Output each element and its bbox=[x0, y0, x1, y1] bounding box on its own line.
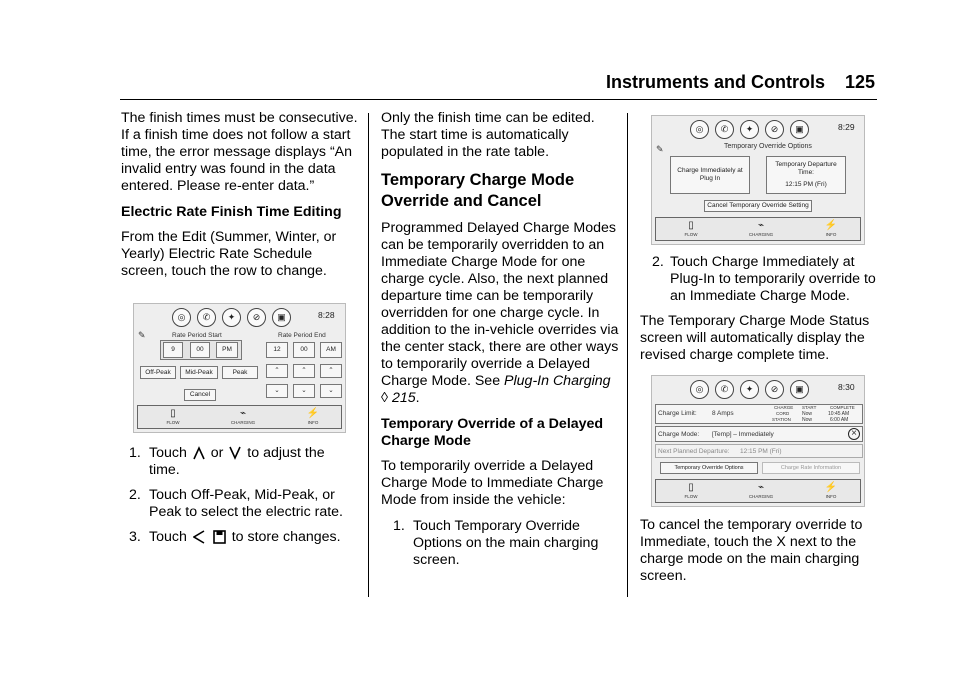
page-ref-icon: ◊ bbox=[381, 390, 389, 406]
section-title: Instruments and Controls bbox=[605, 72, 825, 92]
settings-icon: ⊘ bbox=[765, 120, 784, 139]
station-complete: 6:00 AM bbox=[830, 417, 849, 423]
finish-time-paragraph: Only the finish time can be edited. The start time is automatically populated in the rate table. bbox=[381, 110, 595, 160]
peak-button[interactable]: Peak bbox=[222, 366, 258, 379]
charging-icon: ⌁ bbox=[757, 482, 765, 493]
rate-period-start-label: Rate Period Start bbox=[172, 332, 222, 339]
charging-tab[interactable]: ⌁ CHARGING bbox=[226, 408, 260, 425]
screen-icon: ▣ bbox=[790, 380, 809, 399]
info-tab[interactable]: ⚡ INFO bbox=[814, 482, 848, 499]
save-icon bbox=[213, 530, 226, 544]
nav-icon: ✦ bbox=[740, 380, 759, 399]
charge-mode-value: [Temp] – Immediately bbox=[712, 431, 774, 438]
step-1: 1. Touch or to adjust the time. bbox=[129, 445, 325, 478]
settings-icon: ⊘ bbox=[765, 380, 784, 399]
cancel-paragraph: To cancel the temporary override to Immediate, touch the X next to the charge mode on the main charging screen. bbox=[640, 517, 863, 584]
screen2-clock: 8:29 bbox=[838, 122, 855, 132]
header-rule bbox=[120, 99, 877, 100]
info-tab[interactable]: ⚡ INFO bbox=[296, 408, 330, 425]
temp-override-subheading: Temporary Override of a Delayed Charge Mode bbox=[381, 416, 604, 449]
end-hour-down-icon[interactable]: ⌄ bbox=[266, 384, 288, 398]
info-tab[interactable]: ⚡ INFO bbox=[814, 220, 848, 237]
col-start-header: START bbox=[802, 405, 817, 410]
rate-period-end-label: Rate Period End bbox=[278, 332, 326, 339]
down-arrow-icon bbox=[229, 446, 241, 460]
screen3-bottom-bar bbox=[655, 479, 861, 503]
departure-label: Next Planned Departure: bbox=[658, 448, 730, 455]
screen-icon: ▣ bbox=[272, 308, 291, 327]
edit-icon: ✎ bbox=[138, 330, 146, 340]
charge-status-screen bbox=[651, 375, 865, 507]
start-ampm-field[interactable]: PM bbox=[216, 342, 238, 358]
departure-time-button[interactable]: Temporary Departure Time: 12:15 PM (Fri) bbox=[766, 156, 846, 194]
column-3-top bbox=[640, 254, 876, 373]
screen3-icon-row bbox=[690, 380, 809, 399]
temp-override-options-button[interactable]: Temporary Override Options bbox=[660, 462, 758, 474]
flow-tab[interactable]: ▯ FLOW bbox=[674, 220, 708, 237]
flow-icon: ▯ bbox=[688, 482, 694, 493]
end-hour-up-icon[interactable]: ⌃ bbox=[266, 364, 288, 378]
nav-icon: ✦ bbox=[740, 120, 759, 139]
flow-tab[interactable]: ▯ FLOW bbox=[674, 482, 708, 499]
col-charge-header: CHARGE bbox=[774, 405, 794, 410]
screen3-clock: 8:30 bbox=[838, 382, 855, 392]
override-step-1: 1. Touch Temporary Override Options on the main charging screen. bbox=[393, 518, 599, 568]
step-2: 2. Touch Off-Peak, Mid-Peak, or Peak to select the electric rate. bbox=[129, 487, 343, 520]
station-start: Now bbox=[802, 417, 813, 423]
info-icon: ⚡ bbox=[824, 482, 838, 493]
charging-tab[interactable]: ⌁ CHARGING bbox=[744, 220, 778, 237]
radio-icon: ◎ bbox=[690, 120, 709, 139]
edit-icon: ✎ bbox=[656, 144, 664, 154]
back-arrow-icon bbox=[193, 530, 205, 544]
nav-icon: ✦ bbox=[222, 308, 241, 327]
phone-icon: ✆ bbox=[197, 308, 216, 327]
charge-mode-label: Charge Mode: bbox=[658, 431, 700, 438]
column-divider-1 bbox=[368, 113, 369, 597]
override-options-screen bbox=[651, 115, 865, 245]
info-icon: ⚡ bbox=[306, 408, 320, 419]
flow-tab[interactable]: ▯ FLOW bbox=[156, 408, 190, 425]
screen-icon: ▣ bbox=[790, 120, 809, 139]
departure-value: 12:15 PM (Fri) bbox=[740, 448, 782, 455]
plug-in-charging-link[interactable]: Plug-In Charging bbox=[504, 373, 611, 389]
end-minute-down-icon[interactable]: ⌄ bbox=[293, 384, 315, 398]
screen1-clock: 8:28 bbox=[318, 310, 335, 320]
flow-icon: ▯ bbox=[688, 220, 694, 231]
info-icon: ⚡ bbox=[824, 220, 838, 231]
page-number: 125 bbox=[844, 72, 875, 92]
screen2-bottom-bar bbox=[655, 217, 861, 241]
settings-icon: ⊘ bbox=[247, 308, 266, 327]
mid-peak-button[interactable]: Mid-Peak bbox=[180, 366, 218, 379]
status-paragraph: The Temporary Charge Mode Status screen will automatically display the revised charge complete time. bbox=[640, 313, 870, 363]
end-minute-up-icon[interactable]: ⌃ bbox=[293, 364, 315, 378]
cancel-override-button[interactable]: Cancel Temporary Override Setting bbox=[704, 200, 812, 212]
cord-start: Now bbox=[802, 411, 813, 417]
column-divider-2 bbox=[627, 113, 628, 597]
radio-icon: ◎ bbox=[172, 308, 191, 327]
rate-period-screen bbox=[133, 303, 346, 433]
column-1 bbox=[121, 110, 359, 289]
column-1-steps bbox=[121, 445, 359, 554]
rate-finish-heading: Electric Rate Finish Time Editing bbox=[121, 204, 342, 220]
override-options-title: Temporary Override Options bbox=[724, 143, 812, 150]
intro-paragraph: The finish times must be consecutive. If a finish time does not follow a start time, the error message displays “An invalid entry was found in the data entered. Please re-enter data.” bbox=[121, 110, 358, 194]
step-3: 3. Touch to store changes. bbox=[129, 529, 341, 545]
charge-rate-info-button[interactable]: Charge Rate Information bbox=[762, 462, 860, 474]
end-ampm-up-icon[interactable]: ⌃ bbox=[320, 364, 342, 378]
radio-icon: ◎ bbox=[690, 380, 709, 399]
charge-immediately-button[interactable]: Charge Immediately at Plug In bbox=[670, 156, 750, 194]
charge-limit-label: Charge Limit: bbox=[658, 410, 697, 417]
cord-complete: 10:45 AM bbox=[828, 411, 850, 417]
charging-icon: ⌁ bbox=[239, 408, 247, 419]
flow-icon: ▯ bbox=[170, 408, 176, 419]
end-minute-field[interactable]: 00 bbox=[293, 342, 315, 358]
end-ampm-down-icon[interactable]: ⌄ bbox=[320, 384, 342, 398]
page-ref[interactable]: 215 bbox=[391, 390, 416, 406]
start-minute-field[interactable]: 00 bbox=[190, 342, 210, 358]
charging-icon: ⌁ bbox=[757, 220, 765, 231]
off-peak-button[interactable]: Off-Peak bbox=[140, 366, 176, 379]
screen1-icon-row bbox=[172, 308, 291, 327]
cancel-button[interactable]: Cancel bbox=[184, 389, 216, 401]
temp-override-paragraph: To temporarily override a Delayed Charge Mode to Immediate Charge Mode from inside the vehicle: bbox=[381, 458, 604, 508]
screen2-icon-row bbox=[690, 120, 809, 139]
screen1-bottom-bar bbox=[137, 405, 342, 429]
column-2 bbox=[381, 110, 619, 577]
end-hour-field[interactable]: 12 bbox=[266, 342, 288, 358]
charging-tab[interactable]: ⌁ CHARGING bbox=[744, 482, 778, 499]
start-hour-field[interactable]: 9 bbox=[163, 342, 183, 358]
charge-limit-value: 8 Amps bbox=[712, 410, 734, 417]
rate-finish-paragraph: From the Edit (Summer, Winter, or Yearly) Electric Rate Schedule screen, touch the row to change. bbox=[121, 229, 337, 279]
override-step-2: 2. Touch Charge Immediately at Plug-In to temporarily override to an Immediate Charge Mode. bbox=[652, 254, 876, 304]
phone-icon: ✆ bbox=[715, 380, 734, 399]
phone-icon: ✆ bbox=[715, 120, 734, 139]
cord-label: CORD bbox=[776, 411, 790, 416]
cancel-override-x-icon[interactable]: × bbox=[848, 428, 860, 440]
override-paragraph: Programmed Delayed Charge Modes can be temporarily overridden to an Immediate Charge Mode for one charge cycle. Also, the next planned departure time can be temporarily overridden for one charge cycle. In addition to the in-vehicle overrides via the center stack, there are other ways to temporarily override a Delayed Charge Mode. See Plug-In Charging ◊ 215. bbox=[381, 220, 619, 406]
column-3-bottom bbox=[640, 517, 876, 594]
page-header bbox=[0, 72, 960, 94]
station-label: STATION bbox=[772, 417, 791, 422]
up-arrow-icon bbox=[193, 446, 205, 460]
col-complete-header: COMPLETE bbox=[830, 405, 855, 410]
end-ampm-field[interactable]: AM bbox=[320, 342, 342, 358]
override-heading: Temporary Charge Mode Override and Cancel bbox=[381, 171, 575, 210]
